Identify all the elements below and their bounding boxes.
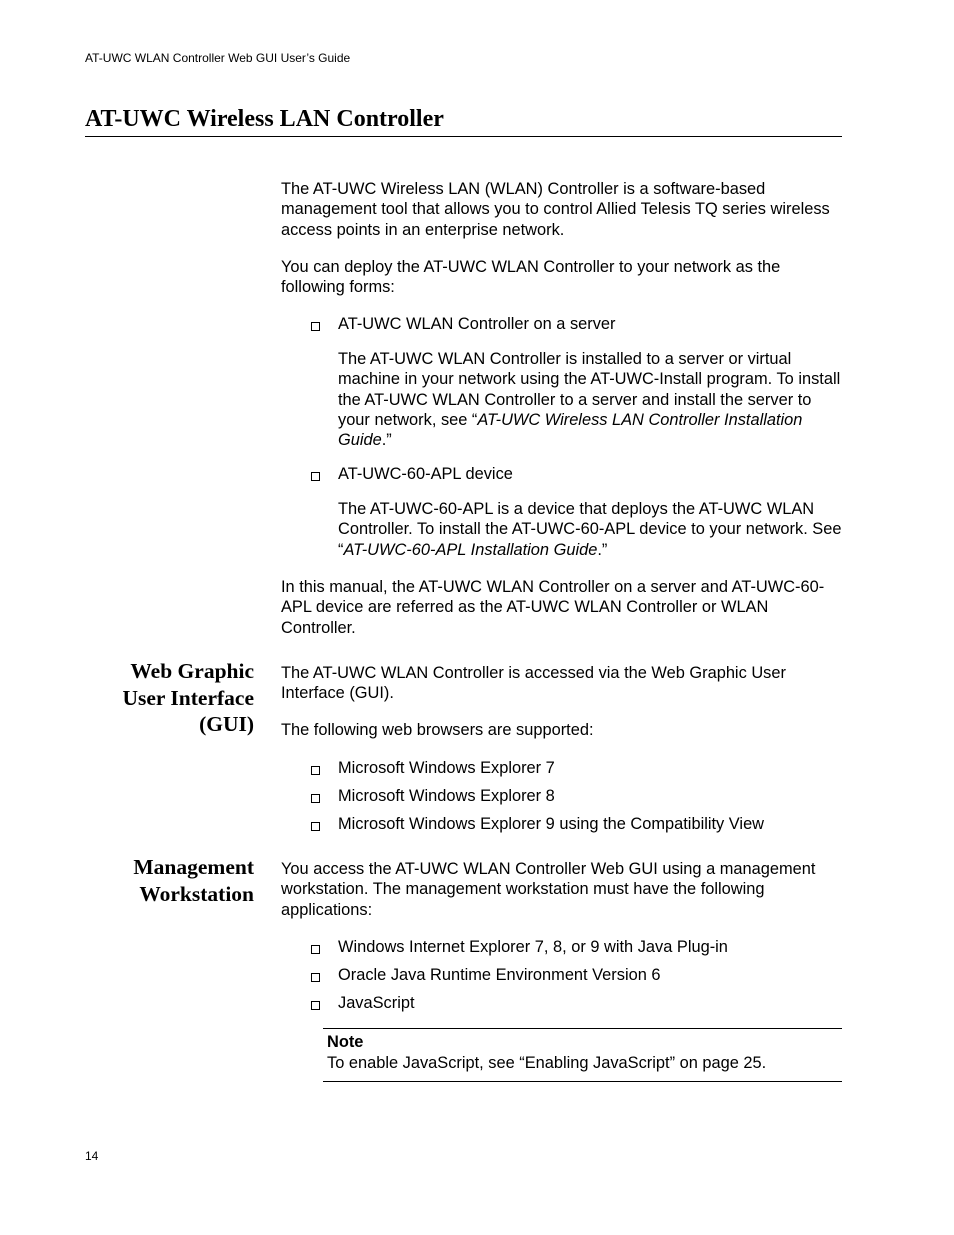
running-header: AT-UWC WLAN Controller Web GUI User’s Guide bbox=[85, 51, 351, 65]
browsers-paragraph: The following web browsers are supported: bbox=[281, 721, 594, 739]
note-text: To enable JavaScript, see “Enabling JavaScript” on page 25. bbox=[327, 1053, 767, 1072]
list-item-label: Microsoft Windows Explorer 7 bbox=[338, 759, 555, 777]
bullet-icon bbox=[311, 794, 320, 803]
deploy-paragraph: You can deploy the AT-UWC WLAN Controller to your network as the following forms: bbox=[281, 258, 781, 297]
bullet-icon bbox=[311, 973, 320, 982]
section-heading-management-workstation: Management Workstation bbox=[133, 855, 254, 906]
bullet-icon bbox=[311, 766, 320, 775]
page-number: 14 bbox=[85, 1149, 99, 1163]
list-item-label: Microsoft Windows Explorer 8 bbox=[338, 787, 555, 805]
note-box bbox=[323, 1028, 842, 1082]
gui-paragraph: The AT-UWC WLAN Controller is accessed via the Web Graphic User Interface (GUI). bbox=[281, 664, 786, 703]
bullet-icon bbox=[311, 322, 320, 331]
section-heading-web-gui: Web Graphic User Interface (GUI) bbox=[122, 659, 254, 736]
list-item-label: Microsoft Windows Explorer 9 using the Compatibility View bbox=[338, 815, 765, 833]
bullet-icon bbox=[311, 472, 320, 481]
list-item-label: Oracle Java Runtime Environment Version 6 bbox=[338, 966, 661, 984]
manual-note-paragraph: In this manual, the AT-UWC WLAN Controller on a server and AT-UWC-60-APL device are referred as the AT-UWC WLAN Controller or WLAN Controller. bbox=[281, 578, 825, 637]
bullet-icon bbox=[311, 1001, 320, 1010]
list-item-label: AT-UWC WLAN Controller on a server bbox=[338, 315, 616, 333]
bullet-icon bbox=[311, 945, 320, 954]
workstation-paragraph: You access the AT-UWC WLAN Controller Web GUI using a management workstation. The management workstation must have the following applications: bbox=[281, 860, 816, 919]
page-title: AT-UWC Wireless LAN Controller bbox=[85, 106, 842, 137]
note-title: Note bbox=[327, 1033, 364, 1051]
list-item-label: AT-UWC-60-APL device bbox=[338, 465, 513, 483]
list-item-label: JavaScript bbox=[338, 994, 415, 1012]
list-item-label: Windows Internet Explorer 7, 8, or 9 with Java Plug-in bbox=[338, 938, 728, 956]
intro-paragraph: The AT-UWC Wireless LAN (WLAN) Controller is a software-based management tool that allows you to control Allied Telesis TQ series wireless access points in an enterprise network. bbox=[281, 180, 830, 239]
bullet-icon bbox=[311, 822, 320, 831]
